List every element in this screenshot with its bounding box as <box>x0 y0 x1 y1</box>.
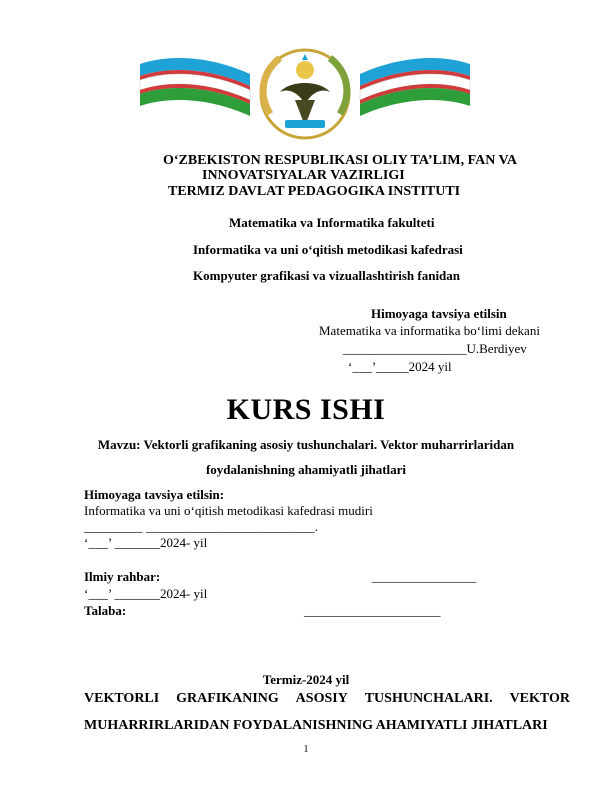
student-label: Talaba: <box>84 603 127 618</box>
heading-word: TUSHUNCHALARI. <box>364 691 493 706</box>
dean-signature: ___________________U.Berdiyev <box>343 341 527 356</box>
emblem-wreath <box>261 50 349 138</box>
supervisor-label: Ilmiy rahbar: <box>84 569 161 584</box>
department-name: Informatika va uni o‘qitish metodikasi kafedrasi <box>193 242 463 257</box>
heading-word: VEKTOR <box>509 691 570 706</box>
heading-word: ASOSIY <box>295 691 348 706</box>
faculty-name: Matematika va Informatika fakulteti <box>229 215 435 230</box>
ministry-line-1: O‘ZBEKISTON RESPUBLIKASI OLIY TA’LIM, FAN VA <box>163 153 517 168</box>
topic-line-1: Mavzu: Vektorli grafikaning asosiy tushunchalari. Vektor muharrirlaridan <box>97 437 515 452</box>
head-signature: _________ __________________________. <box>84 519 318 534</box>
heading-word: VEKTORLI <box>84 691 160 706</box>
supervisor-signature-line: ________________ <box>372 569 476 584</box>
document-title: KURS ISHI <box>226 393 386 426</box>
approval-date: ‘___’_____2024 yil <box>348 359 452 374</box>
right-flag-ribbon <box>360 58 470 116</box>
institute-name: TERMIZ DAVLAT PEDAGOGIKA INSTITUTI <box>168 184 461 199</box>
supervisor-date: ‘___’ _______2024- yil <box>84 586 208 601</box>
heading-word: GRAFIKANING <box>176 691 279 706</box>
defense-title: Himoyaga tavsiya etilsin: <box>84 487 225 502</box>
left-flag-ribbon <box>140 58 250 116</box>
department-head: Informatika va uni o‘qitish metodikasi kafedrasi mudiri <box>84 503 373 518</box>
topic-line-2: foydalanishning ahamiyatli jihatlari <box>205 462 407 477</box>
page-number: 1 <box>303 744 309 755</box>
approval-title: Himoyaga tavsiya etilsin <box>371 306 507 321</box>
subject-name: Kompyuter grafikasi va vizuallashtirish fanidan <box>193 268 461 283</box>
student-signature-line: _____________________ <box>304 603 441 618</box>
ministry-line-2: INNOVATSIYALAR VAZIRLIGI <box>202 168 405 183</box>
body-heading-line-2: MUHARRIRLARIDAN FOYDALANISHNING AHAMIYATLI JIHATLARI <box>84 718 548 733</box>
body-heading-line-1 <box>84 691 570 707</box>
state-emblem-image <box>130 44 480 140</box>
city-year: Termiz-2024 yil <box>262 672 350 687</box>
dean-title: Matematika va informatika bo‘limi dekani <box>319 323 540 338</box>
defense-date: ‘___’ _______2024- yil <box>84 535 208 550</box>
